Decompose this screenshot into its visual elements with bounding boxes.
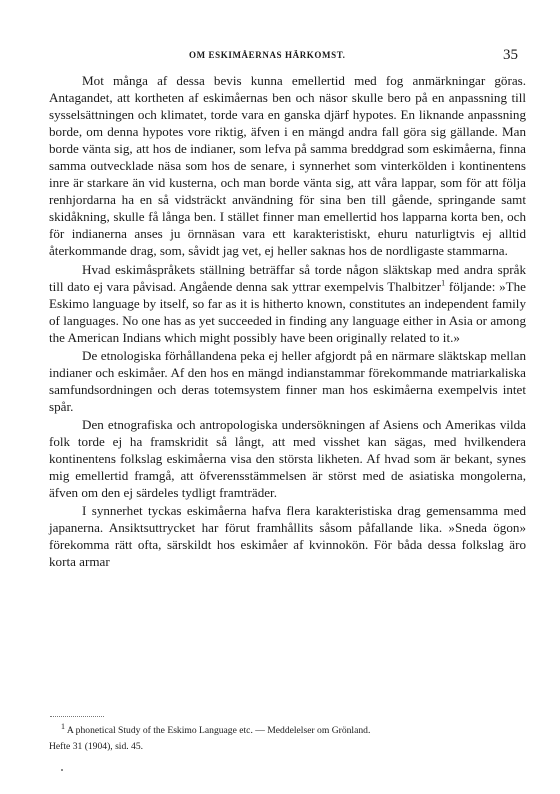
- footnote-line-1: [49, 723, 526, 739]
- body-text: [49, 72, 526, 570]
- footnote: [49, 723, 526, 754]
- running-title: OM ESKIMÅERNAS HÄRKOMST.: [189, 50, 346, 60]
- paragraph-2-text-a: Hvad eskimåspråkets ställning beträffar så torde någon släktskap med andra språk till dato ej vara påvisad. Angående denna sak yttrar exempelvis Thalbitzer: [49, 261, 526, 294]
- paragraph-3: De etnologiska förhållandena peka ej heller afgjordt på en närmare släktskap mellan indianer och eskimåer. Af den hos en mängd indianstammar förekommande matriarkaliska samfundsordningen och deras totemsystem finner man hos eskimåerna exempelvis intet spår.: [49, 347, 526, 414]
- footnote-rule: [50, 716, 104, 717]
- footnote-line-2: Hefte 31 (1904), sid. 45.: [49, 740, 144, 752]
- footnote-reference: 1: [441, 278, 446, 288]
- ink-speck: [61, 769, 63, 771]
- footnote-marker: 1: [61, 721, 65, 731]
- paragraph-4: Den etnografiska och antropologiska undersökningen af Asiens och Amerikas vilda folk torde ej ha framskridit så långt, att med visshet kan sägas, med hvilkendera kontinentens folkslag eskimåerna visa den största likheten. Af hvad som är bekant, synes mig emellertid framgå, att öfverensstämmelsen är störst med de asiatiska mongolerna, äfven om den ej särdeles tydligt framträder.: [49, 416, 526, 501]
- page-number: 35: [503, 47, 518, 63]
- running-head: [49, 49, 526, 65]
- paragraph-5: I synnerhet tyckas eskimåerna hafva flera karakteristiska drag gemensamma med japanerna. Ansiktsuttrycket har förut framhållits såsom påfallande lika. »Sneda ögon» förekomma rätt ofta, särskildt hos eskimåer af kvinnokön. För båda dessa folkslag äro korta armar: [49, 503, 526, 570]
- paragraph-1: Mot många af dessa bevis kunna emellertid med fog anmärkningar göras. Antagandet, att kortheten af eskimåernas ben och näsor skulle bero på en anpassning till sysselsättningen och klimatet, torde vara en ganska djärf hypotes. En liknande anpassning borde, om denna hypotes vore riktig, äfven i en mängd andra fall göra sig gällande. Man borde vänta sig, att hos de indianer, som lefva på samma breddgrad som eskimåerna, finna samma outvecklade näsa som hos de senare, i synnerhet som vinterkölden i kontinentens inre är starkare än vid kusterna, och man borde vänta sig, att våra lappar, som för att följa renhjordarna ha en så vidsträckt användning för sina ben till gående, springande samt skidåkning, skulle få långa ben. I stället finner man emellertid hos lapparna korta ben, och för indianerna anses ju örnnäsan vara ett karakteristiskt, ehuru naturligtvis ej alltid återkommande drag, som, såvidt jag vet, ej heller saknas hos de nordligaste stammarna.: [49, 73, 526, 259]
- paragraph-2: [49, 261, 526, 346]
- book-page: [49, 0, 526, 794]
- paragraph-2-text-b: följande: »The Eskimo language by itself, so far as it is hitherto known, constitutes an independent family of languages. No one has as yet succeeded in finding any language either in Asia or among the American Indians which might possibly have been originally related to it.»: [49, 278, 526, 345]
- footnote-text-1: A phonetical Study of the Eskimo Language etc. — Meddelelser om Grönland.: [66, 725, 371, 736]
